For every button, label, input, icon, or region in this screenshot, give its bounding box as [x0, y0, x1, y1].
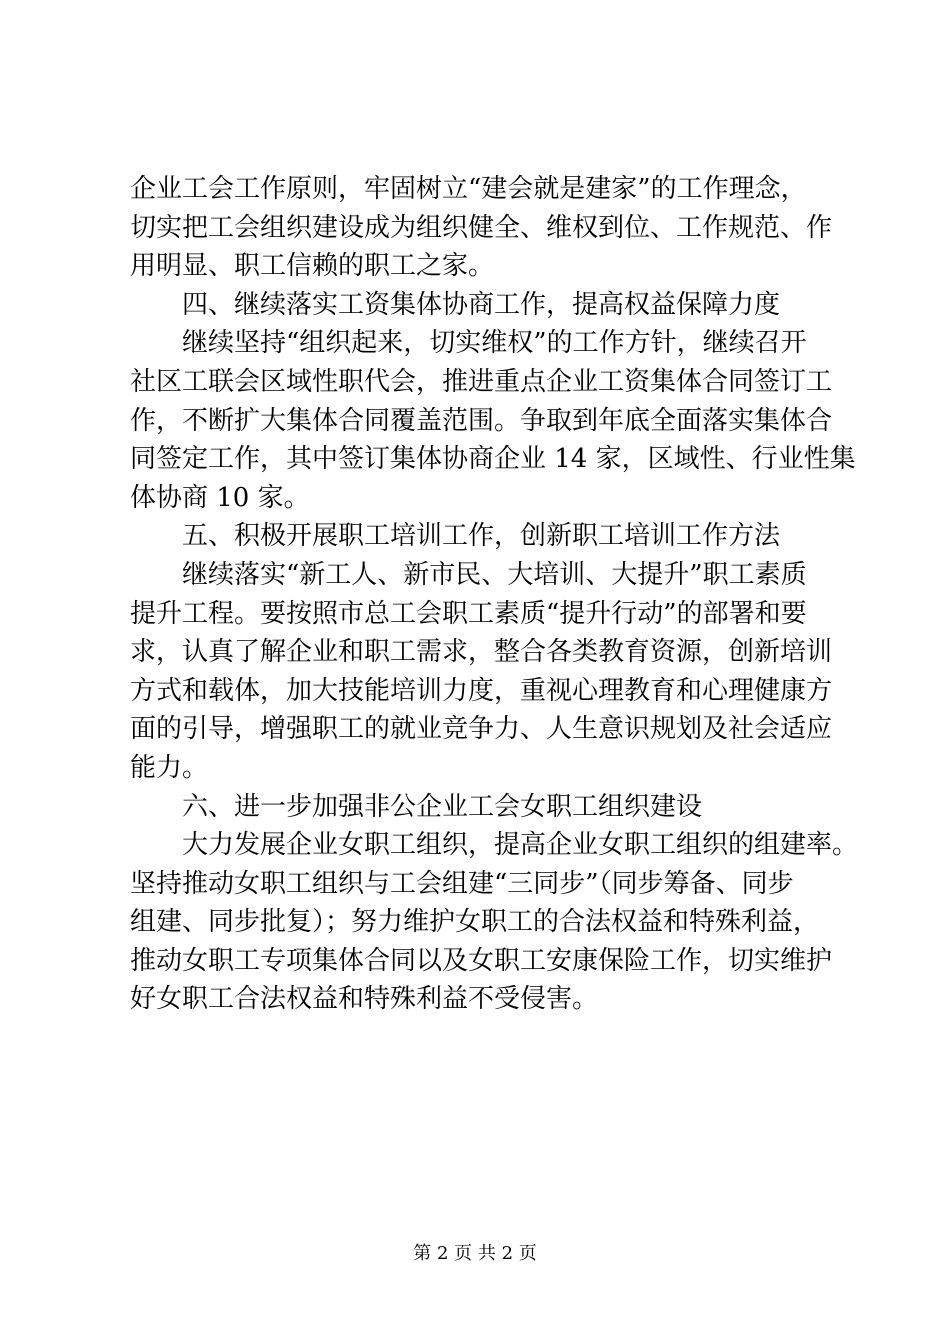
text-line: 体协商 10 家。: [130, 482, 310, 513]
text-line: 求，认真了解企业和职工需求，整合各类教育资源，创新培训: [130, 637, 833, 668]
text-line: 能力。: [130, 752, 209, 783]
section-heading-6: 六、进一步加强非公企业工会女职工组织建设: [182, 791, 703, 822]
text-line: 继续落实“新工人、新市民、大培训、大提升”职工素质: [182, 559, 807, 590]
text-line: 坚持推动女职工组织与工会组建“三同步”（同步筹备、同步: [130, 868, 794, 899]
page-number-footer: 第 2 页 共 2 页: [413, 1243, 537, 1264]
text-line: 好女职工合法权益和特殊利益不受侵害。: [130, 984, 599, 1015]
text-line: 方式和载体，加大技能培训力度，重视心理教育和心理健康方: [130, 675, 833, 706]
text-line: 组建、同步批复）；努力维护女职工的合法权益和特殊利益，: [130, 907, 820, 938]
section-heading-5: 五、积极开展职工培训工作，创新职工培训工作方法: [182, 521, 781, 552]
text-line: 企业工会工作原则，牢固树立“建会就是建家”的工作理念，: [130, 174, 807, 204]
text-line: 推动女职工专项集体合同以及女职工安康保险工作，切实维护: [130, 945, 833, 976]
section-heading-4: 四、继续落实工资集体协商工作，提高权益保障力度: [182, 289, 781, 320]
text-line: 面的引导，增强职工的就业竞争力、人生意识规划及社会适应: [130, 714, 833, 745]
text-line: 切实把工会组织建设成为组织健全、维权到位、工作规范、作: [130, 212, 833, 243]
document-body: [130, 170, 859, 1019]
text-line: 同签定工作，其中签订集体协商企业 14 家，区域性、行业性集: [130, 444, 856, 475]
text-line: 作，不断扩大集体合同覆盖范围。争取到年底全面落实集体合: [130, 405, 833, 436]
text-line: 用明显、职工信赖的职工之家。: [130, 251, 495, 282]
text-line: 大力发展企业女职工组织，提高企业女职工组织的组建率。: [182, 830, 859, 861]
text-line: 继续坚持“组织起来，切实维权”的工作方针，继续召开: [182, 328, 807, 359]
text-line: 社区工联会区域性职代会，推进重点企业工资集体合同签订工: [130, 366, 833, 397]
text-line: 提升工程。要按照市总工会职工素质“提升行动”的部署和要: [130, 598, 807, 629]
